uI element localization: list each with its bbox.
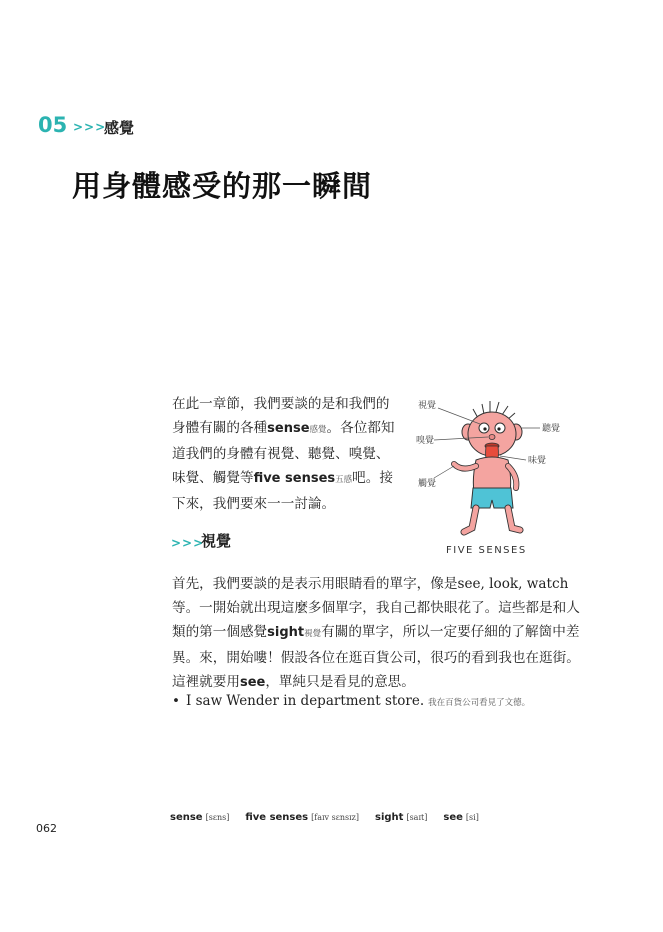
vocab-pron: [saɪt] (406, 813, 428, 822)
gloss-sense: 感覺 (309, 425, 327, 435)
body-text-1: 首先，我們要談的是表示用眼睛看的單字，像是see, look, watch等。一開始就出現這麼多個單字，我自己都快眼花了。這些都是和人類的第一個感覺 (172, 576, 580, 640)
label-taste: 味覺 (528, 456, 547, 466)
label-hearing: 聽覺 (542, 424, 561, 434)
left-pupil (483, 427, 486, 430)
section-arrow: >>> (171, 536, 205, 550)
gloss-five-senses: 五感 (335, 475, 353, 485)
label-sight: 視覺 (418, 401, 437, 411)
label-touch: 觸覺 (418, 479, 437, 489)
chapter-number: 05 (38, 113, 68, 137)
chapter-label: 感覺 (104, 119, 135, 137)
term-five-senses: five senses (253, 471, 336, 486)
right-pupil (497, 427, 500, 430)
intro-text-3: 吧。接下來，我們要來一一討論。 (172, 470, 393, 512)
left-leg (464, 508, 476, 532)
page-title: 用身體感受的那一瞬間 (72, 169, 373, 203)
vocab-pron: [si] (465, 813, 479, 822)
vocab-word: sense (170, 812, 203, 823)
vocab-footer (170, 812, 492, 823)
term-see: see (239, 675, 266, 690)
nose (489, 435, 495, 440)
vocab-pron: [faɪv sɛnsɪz] (311, 813, 359, 822)
intro-paragraph (172, 392, 402, 516)
intro-text-2: 。各位都知道我們的身體有視覺、聽覺、嗅覺、味覺、觸覺等 (172, 420, 395, 486)
example-sentence (172, 693, 530, 709)
illustration-caption: FIVE SENSES (446, 545, 527, 556)
five-senses-illustration (412, 388, 587, 558)
body-text-2: 有關的單字，所以一定要仔細的了解箇中差異。來，開始嘍！假設各位在逛百貨公司，很巧的看到我也在逛街。這裡就要用 (172, 624, 580, 690)
torso (473, 457, 510, 492)
chapter-arrow: >>> (73, 120, 107, 134)
example-bullet: • (172, 693, 180, 709)
gloss-sight: 視覺 (304, 629, 322, 639)
page-number: 062 (36, 822, 57, 835)
label-smell: 嗅覺 (416, 436, 435, 446)
example-translation: 我在百貨公司看見了文德。 (428, 698, 531, 708)
vocab-word: five senses (245, 812, 309, 823)
vocab-word: see (443, 812, 463, 823)
intro-text-1: 在此一章節，我們要談的是和我們的身體有關的各種 (172, 396, 390, 436)
term-sense: sense (267, 421, 310, 436)
vocab-pron: [sɛns] (205, 813, 230, 822)
example-english: I saw Wender in department store. (185, 693, 425, 709)
body-text-3: ，單純只是看見的意思。 (265, 674, 415, 690)
section-title: 視覺 (201, 532, 232, 550)
body-paragraph (172, 572, 590, 695)
term-sight: sight (267, 625, 305, 640)
vocab-word: sight (375, 812, 404, 823)
